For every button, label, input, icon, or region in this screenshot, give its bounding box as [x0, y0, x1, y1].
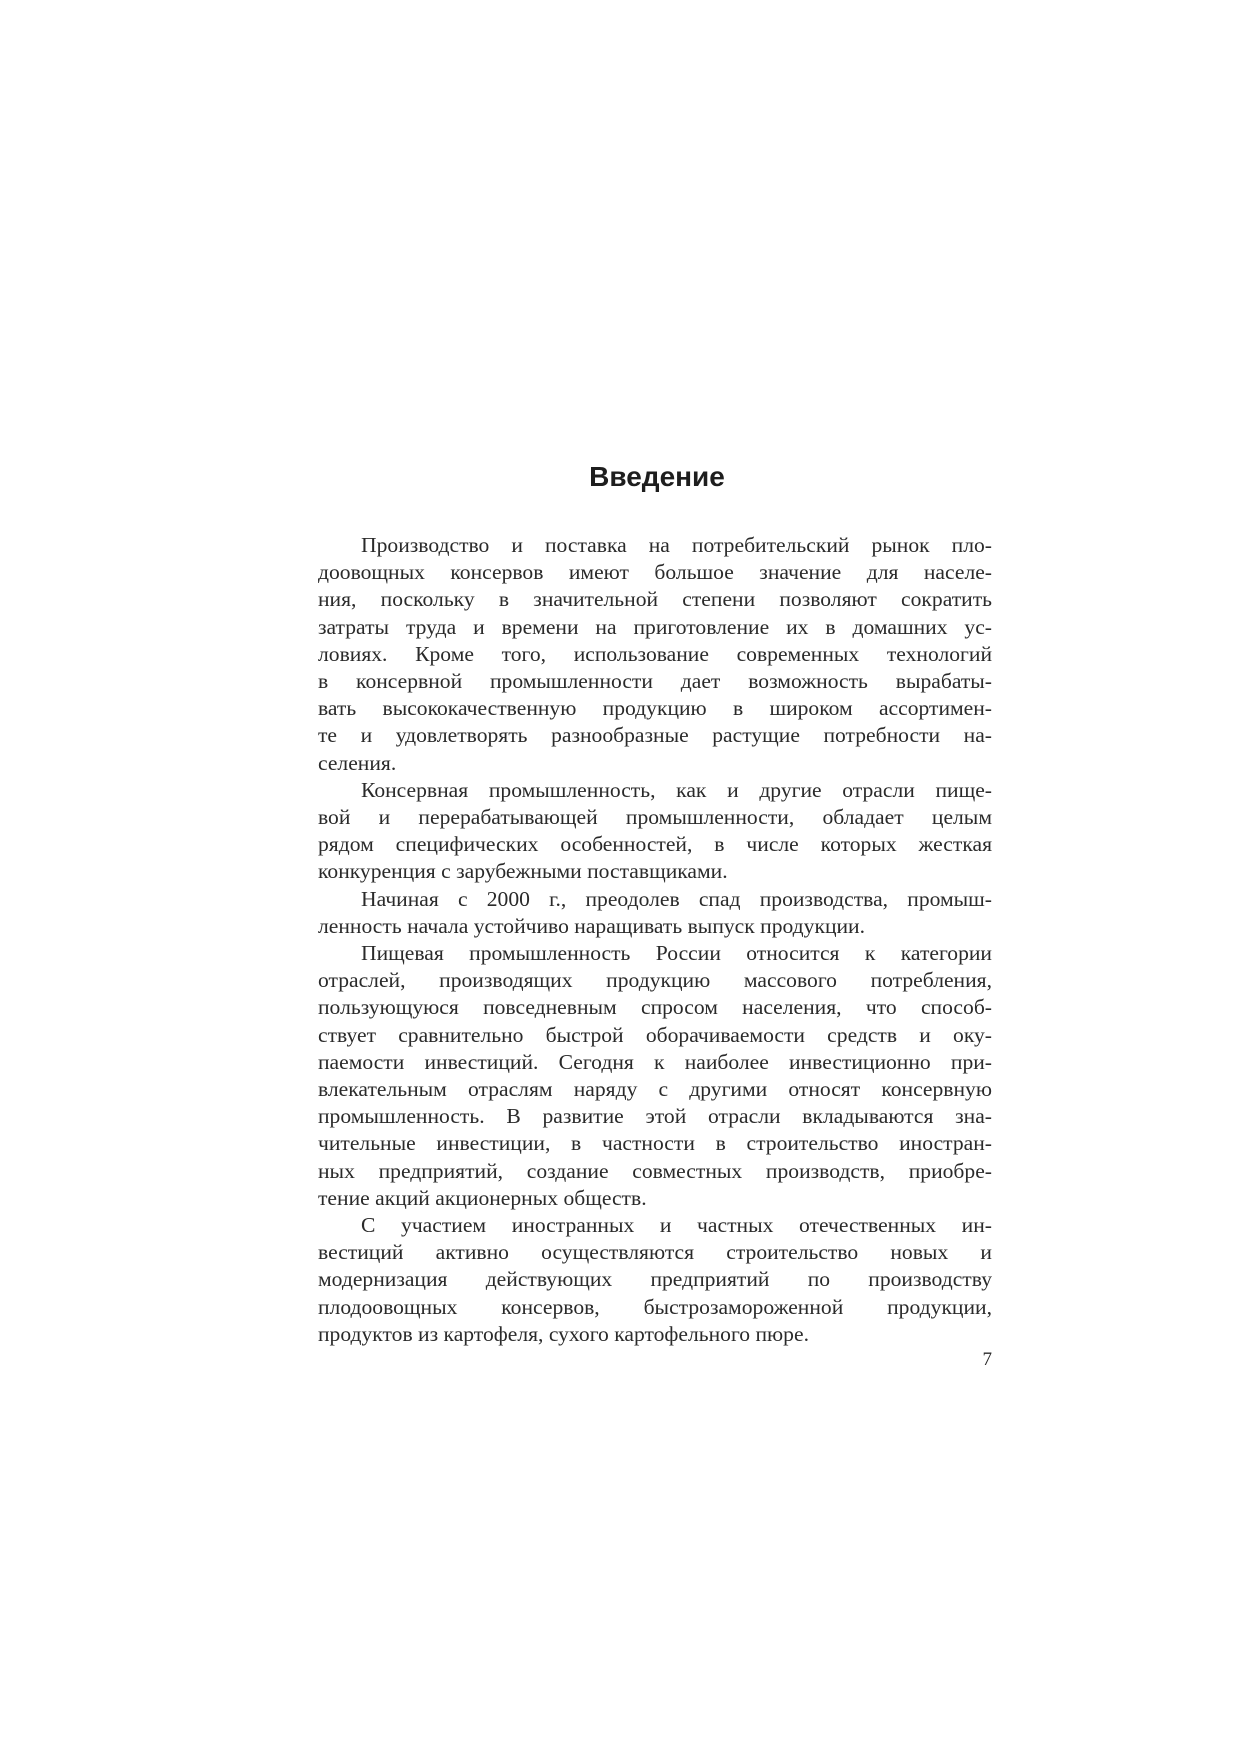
text-line: ния, поскольку в значительной степени позволяют сократить — [318, 587, 992, 612]
text-line: ловиях. Кроме того, использование современных технологий — [318, 641, 992, 666]
paragraph-5 — [318, 1212, 992, 1348]
text-line: селения. — [318, 750, 397, 775]
text-line: затраты труда и времени на приготовление их в домашних ус- — [318, 614, 992, 639]
text-line: вестиций активно осуществляются строительство новых и — [318, 1240, 992, 1265]
text-line: С участием иностранных и частных отечественных ин- — [361, 1213, 992, 1238]
text-line: ленность начала устойчиво наращивать выпуск продукции. — [318, 913, 866, 938]
text-line: вать высококачественную продукцию в широком ассортимен- — [318, 696, 992, 721]
text-line: Консервная промышленность, как и другие отрасли пище- — [361, 777, 992, 802]
text-line: Начиная с 2000 г., преодолев спад производства, промыш- — [361, 886, 992, 911]
paragraph-4 — [318, 940, 992, 1212]
text-line: модернизация действующих предприятий по производству — [318, 1267, 992, 1292]
text-line: тение акций акционерных обществ. — [318, 1185, 647, 1210]
paragraph-2 — [318, 777, 992, 886]
text-line: чительные инвестиции, в частности в строительство иностран- — [318, 1131, 992, 1156]
text-line: ных предприятий, создание совместных производств, приобре- — [318, 1158, 992, 1183]
text-line: конкуренция с зарубежными поставщиками. — [318, 859, 728, 884]
paragraph-3 — [318, 886, 992, 940]
text-line: доовощных консервов имеют большое значение для населе- — [318, 560, 992, 585]
text-line: плодоовощных консервов, быстрозамороженной продукции, — [318, 1294, 992, 1319]
paragraph-1 — [318, 532, 992, 777]
text-line: рядом специфических особенностей, в числе которых жесткая — [318, 832, 992, 857]
page-title: Введение — [589, 461, 725, 492]
text-line: в консервной промышленности дает возможность вырабаты- — [318, 669, 992, 694]
text-line: ствует сравнительно быстрой оборачиваемости средств и оку- — [318, 1022, 992, 1047]
text-line: паемости инвестиций. Сегодня к наиболее инвестиционно при- — [318, 1049, 992, 1074]
text-line: Пищевая промышленность России относится к категории — [361, 941, 992, 966]
body-text — [318, 532, 992, 1348]
text-line: пользующуюся повседневным спросом населения, что способ- — [318, 995, 992, 1020]
text-line: промышленность. В развитие этой отрасли вкладываются зна- — [318, 1104, 992, 1129]
text-line: отраслей, производящих продукцию массового потребления, — [318, 968, 992, 993]
text-line: вой и перерабатывающей промышленности, обладает целым — [318, 805, 992, 830]
text-line: те и удовлетворять разнообразные растущие потребности на- — [318, 723, 992, 748]
text-line: влекательным отраслям наряду с другими относят консервную — [318, 1077, 992, 1102]
text-line: продуктов из картофеля, сухого картофельного пюре. — [318, 1321, 809, 1346]
page-number: 7 — [982, 1349, 992, 1370]
text-line: Производство и поставка на потребительский рынок пло- — [361, 533, 992, 557]
